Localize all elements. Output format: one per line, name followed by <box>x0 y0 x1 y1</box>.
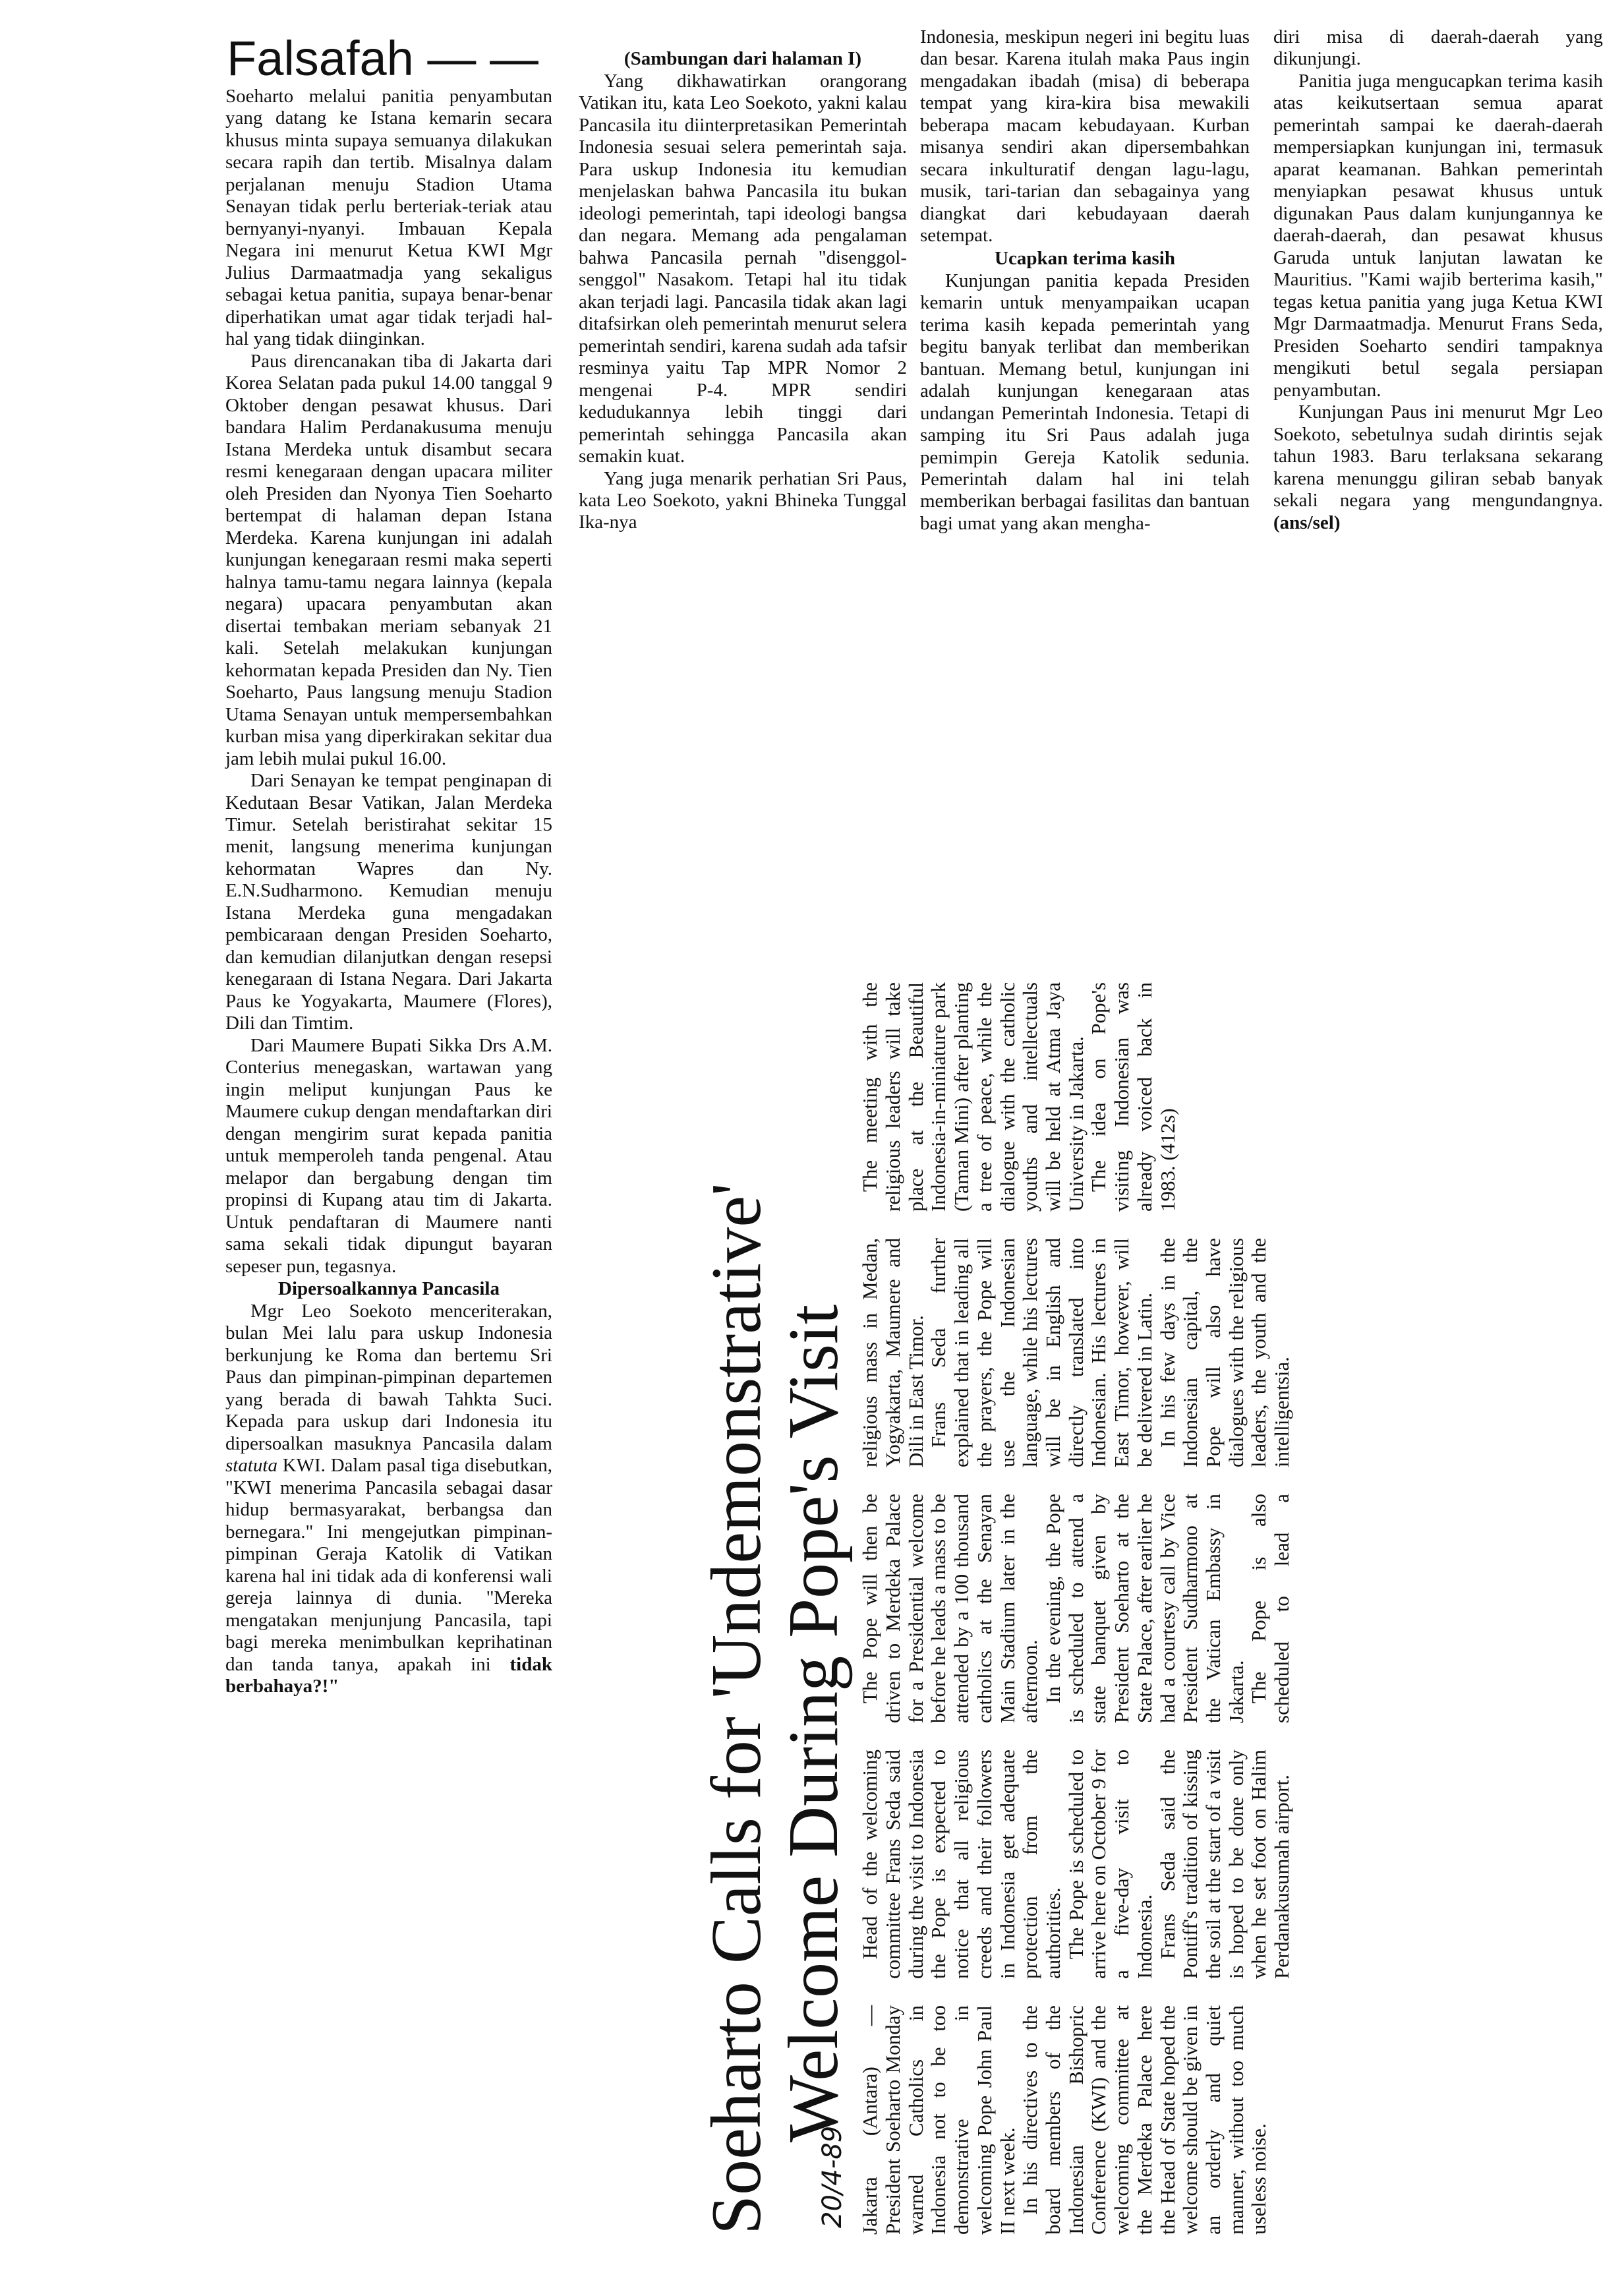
paragraph: Dari Senayan ke tempat penginapan di Kedutaan Besar Vatikan, Jalan Merdeka Timur. Setelah beristirahat sekitar 15 menit, langsung menerima kunjungan kehormatan Wapres dan Ny. E.N.Sudharmono. Kemudian menuju Istana Merdeka guna mengadakan pembicaraan dengan Presiden Soeharto, dan kemudian dilanjutkan dengan resepsi kenegaraan di Istana Negara. Dari Jakarta Paus ke Yogyakarta, Maumere (Flores), Dili dan Timtim. <box>225 770 552 1034</box>
paragraph-text: Kunjungan Paus ini menurut Mgr Leo Soekoto, sebetulnya sudah dirintis sejak tahun 1983. Baru terlaksana sekarang karena menunggu giliran sebab banyak sekali negara yang mengundangnya. <box>1273 401 1603 512</box>
paragraph: Kunjungan panitia kepada Presiden kemarin untuk menyampaikan ucapan terima kasih kepada pemerintah yang begitu banyak terlibat dan memberikan bantuan. Memang betul, kunjungan ini adalah kunjungan kenegaraan atas undangan Pemerintah Indonesia. Tetapi di samping itu Sri Paus adalah juga pemimpin Gereja Katolik sedunia. Pemerintah dalam hal ini telah memberikan berbagai fasilitas dan bantuan bagi umat yang akan mengha- <box>920 270 1250 534</box>
clipping-headline <box>699 982 852 2235</box>
paragraph: Panitia juga mengucapkan terima kasih atas keikutsertaan semua aparat pemerintah sampai ke daerah-daerah mempersiapkan kunjungan ini, termasuk aparat keamanan. Bahkan pemerintah menyiapkan pesawat khusus untuk digunakan Paus dalam kunjungannya ke daerah-daerah, dan pesawat khusus Garuda untuk lanjutan lawatan ke Mauritius. "Kami wajib berterima kasih," tegas ketua panitia yang juga Ketua KWI Mgr Darmaatmadja. Menurut Frans Seda, Presiden Soeharto sendiri tampaknya mengikuti betul segala persiapan penyambutan. <box>1273 70 1603 401</box>
italic-word: statuta <box>225 1455 277 1477</box>
paragraph: The meeting with the religious leaders will take place at the Beautiful Indonesia-in-miniature park (Taman Mini) after planting a tree of peace, while the dialogue with the catholic youths and intellectuals will be held at Atma Jaya University in Jakarta. <box>858 982 1088 1212</box>
subheading: Dipersoalkannya Pancasila <box>278 1278 500 1300</box>
column-4 <box>1273 26 1603 534</box>
paragraph: Frans Seda said the Pontiff's tradition of kissing the soil at the start of a visit is hoped to be done only when he set foot on Halim Perdanakusumah airport. <box>1155 1750 1294 1979</box>
paragraph: Soeharto melalui panitia penyambutan yang datang ke Istana kemarin secara khusus minta supaya semuanya dilakukan secara rapih dan tertib. Misalnya dalam perjalanan menuju Stadion Utama Senayan tidak perlu berteriak-teriak atau bernyanyi-nyanyi. Imbauan Kepala Negara ini menurut Ketua KWI Mgr Julius Darmaatmadja yang sekaligus sebagai ketua panitia, supaya benar-benar diperhatikan umat agar tidak terjadi hal-hal yang tidak diinginkan. <box>225 86 552 350</box>
paragraph: In his directives to the board members of the Indonesian Bishopric Conference (KWI) and the welcoming committee at the Merdeka Palace here the Head of State hoped the welcome should be given in an orderly and quiet manner, without too much useless noise. <box>1018 2005 1271 2235</box>
paragraph-text: KWI. Dalam pasal tiga disebutkan, "KWI menerima Pancasila sebagai dasar hidup bermasyarakat, berbangsa dan bernegara." Ini mengejutkan pimpinan-pimpinan Geraja Katolik di Vatikan karena hal ini tidak ada di konferensi wali gereja lainnya di dunia. "Mereka mengatakan menjunjung Pancasila, tapi bagi mereka menimbulkan keprihatinan dan tanda tanya, apakah ini <box>225 1455 552 1675</box>
paragraph: diri misa di daerah-daerah yang dikunjungi. <box>1273 26 1603 70</box>
paragraph: Paus direncanakan tiba di Jakarta dari Korea Selatan pada pukul 14.00 tanggal 9 Oktober dengan pesawat khusus. Dari bandara Halim Perdanakusuma menuju Istana Merdeka untuk disambut secara resmi kenegaraan dengan upacara militer oleh Presiden dan Nyonya Tien Soeharto bertempat di halaman depan Istana Merdeka. Karena kunjungan ini adalah kunjungan kenegaraan resmi maka seperti halnya tamu-tamu negara lainnya (kepala negara) upacara penyambutan akan disertai tembakan meriam sebanyak 21 kali. Setelah melakukan kunjungan kehormatan kepada Presiden dan Ny. Tien Soeharto, Paus langsung menuju Stadion Utama Senayan untuk mempersembahkan kurban misa yang diperkirakan sekitar dua jam lebih mulai pukul 16.00. <box>225 350 552 769</box>
column-3 <box>920 26 1250 535</box>
paragraph: Indonesia, meskipun negeri ini begitu luas dan besar. Karena itulah maka Paus ingin mengadakan ibadah (misa) di beberapa tempat yang kira-kira bisa mewakili beberapa macam kebudayaan. Kurban misanya sendiri akan dipersembahkan secara inkulturatif dengan lagu-lagu, musik, tari-tarian dan sebagainya yang diangkat dari kebudayaan daerah setempat. <box>920 26 1250 247</box>
handwritten-date: 20/4-89 <box>817 2125 848 2228</box>
paragraph: The Pope will then be driven to Merdeka Palace for a Presidential welcome before he leads a mass to be attended by a 100 thousand catholics at the Senayan Main Stadium later in the afternoon. <box>858 1494 1042 1723</box>
column-1 <box>225 86 552 1698</box>
paragraph-text: Mgr Leo Soekoto menceriterakan, bulan Mei lalu para uskup Indonesia berkunjung ke Roma dan bertemu Sri Paus dan pimpinan-pimpinan departemen yang berada di bawah Tahkta Suci. Kepada para uskup dari Indonesia itu dipersoalkan masuknya Pancasila dalam <box>225 1300 552 1454</box>
paragraph: Jakarta (Antara) — President Soeharto Monday warned Catholics in Indonesia not to be too demonstrative in welcoming Pope John Paul II next week. <box>858 2005 1019 2235</box>
paragraph: Dari Maumere Bupati Sikka Drs A.M. Conterius menegaskan, wartawan yang ingin meliput kunjungan Paus ke Maumere cukup dengan mendaftarkan diri dengan mengirim surat kepada panitia untuk memperoleh tanda pengenal. Atau melapor dan bergabung dengan tim propinsi di Kupang atau tim di Jakarta. Untuk pendaftaran di Maumere nanti sama sekali tidak dipungut bayaran sepeser pun, tegasnya. <box>225 1034 552 1277</box>
paragraph: In the evening, the Pope is scheduled to attend a state banquet given by President Soeharto at the State Palace, after earlier he had a courtesy call by Vice President Sudharmono at the Vatican Embassy in Jakarta. <box>1041 1494 1248 1723</box>
headline-line-1: Soeharto Calls for 'Undemonstrative' <box>697 1183 776 2235</box>
paragraph: Yang juga menarik perhatian Sri Paus, kata Leo Soekoto, yakni Bhineka Tunggal Ika-nya <box>579 467 907 533</box>
paragraph: Yang dikhawatirkan orangorang Vatikan itu, kata Leo Soekoto, yakni kalau Pancasila itu diinterpretasikan Pemerintah Indonesia sesuai selera pemerintah saja. Para uskup Indonesia itu kemudian menjelaskan bahwa Pancasila itu bukan ideologi pemerintah, tapi ideologi bangsa dan negara. Memang ada pengalaman bahwa Pancasila pernah "disenggol-senggol" Nasakom. Tetapi hal itu tidak akan terjadi lagi. Pancasila tidak akan lagi ditafsirkan oleh pemerintah menurut selera pemerintah sendiri, karena sudah ada tafsir resminya yaitu Tap MPR Nomor 2 mengenai P-4. MPR sendiri kedudukannya lebih tinggi dari pemerintah sehingga Pancasila akan semakin kuat. <box>579 70 907 467</box>
paragraph: The Pope is scheduled to arrive here on October 9 for a five-day visit to Indonesia. <box>1064 1750 1156 1979</box>
paragraph: The idea on Pope's visiting Indonesian was already voiced back in 1983. (412s) <box>1087 982 1179 1212</box>
article-title: Falsafah — — <box>227 31 538 86</box>
paragraph: The Pope is also scheduled to lead a religious mass in Medan, Yogyakarta, Maumere and Dili in East Timor. <box>858 1238 1294 1723</box>
continuation-heading: (Sambungan dari halaman I) <box>624 48 862 69</box>
headline-line-2: Welcome During Pope's Visit <box>774 1304 853 2142</box>
column-2 <box>579 47 907 534</box>
signature: (ans/sel) <box>1273 512 1341 533</box>
clipping-body <box>859 982 1472 2235</box>
paragraph: In his few days in the Indonesian capital, the Pope will also have dialogues with the religious leaders, the youth and the intelligentsia. <box>1155 1238 1294 1467</box>
english-clipping <box>699 982 1549 2235</box>
bold-ending: tidak berbahaya?!" <box>225 1653 552 1697</box>
paragraph: Frans Seda further explained that in leading all the prayers, the Pope will use the Indonesian language, while his lectures will be in English and directly translated into Indonesian. His lectures in East Timor, however, will be delivered in Latin. <box>927 1238 1156 1467</box>
subheading: Ucapkan terima kasih <box>995 247 1175 269</box>
paragraph <box>225 1301 552 1698</box>
paragraph: Head of the welcoming committee Frans Seda said during the visit to Indonesia the Pope is expected to notice that all religious creeds and their followers in Indonesia get adequate protection from the authorities. <box>858 1750 1064 1979</box>
paragraph <box>1273 401 1603 534</box>
